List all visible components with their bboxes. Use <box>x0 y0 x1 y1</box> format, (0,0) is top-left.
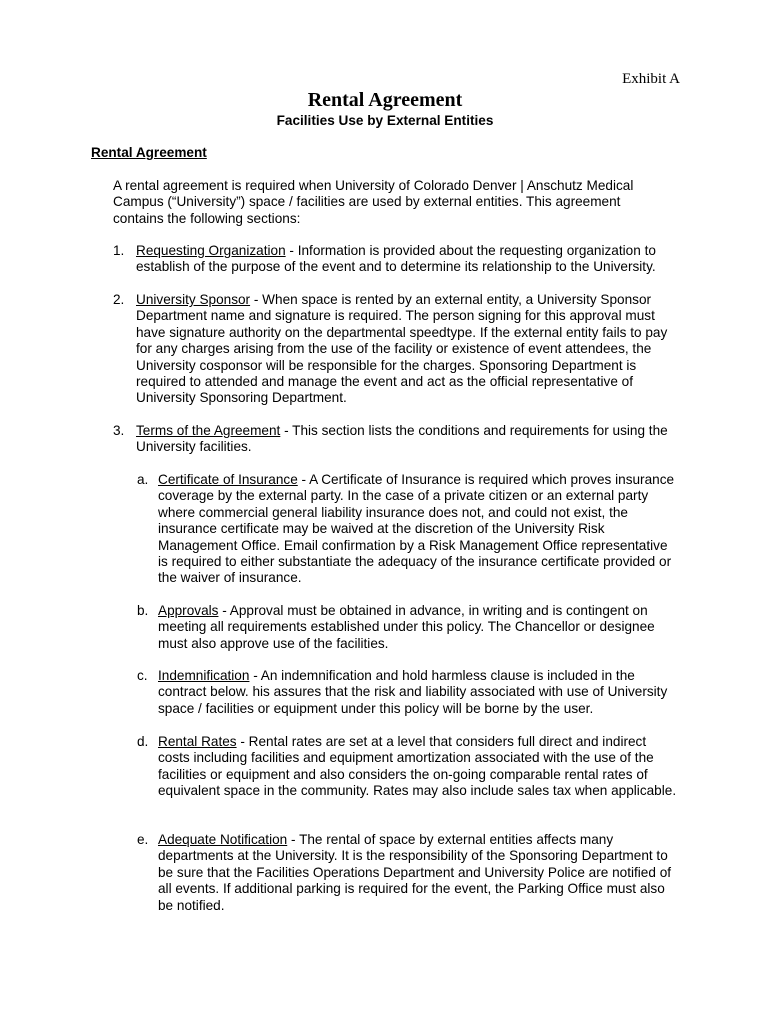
item-text: - Information is provided about the requesting organization to establish of the purpose of the event and to determine its relationship to the University. <box>136 243 656 275</box>
item-number: 1. <box>113 243 125 258</box>
numbered-item-requesting-organization <box>113 243 678 276</box>
subitem-body <box>158 734 677 800</box>
subitem-letter: c. <box>137 668 148 683</box>
subitem-letter: e. <box>137 832 149 847</box>
item-number: 3. <box>113 423 125 438</box>
subitem-adequate-notification <box>137 832 677 914</box>
subitem-letter: a. <box>137 472 149 487</box>
subitem-body <box>158 603 677 652</box>
subitem-term: Approvals <box>158 603 219 618</box>
item-number: 2. <box>113 292 125 307</box>
subitem-letter: d. <box>137 734 149 749</box>
exhibit-label: Exhibit A <box>622 71 680 87</box>
item-text: - When space is rented by an external entity, a University Sponsor Department name and signature is required. The person signing for this approval must have signature authority on the departmental speedtype. If the external entity fails to pay for any charges arising from the use of the facility or existence of event attendees, the University cosponsor will be responsible for the charges. Sponsoring Department is required to attended and manage the event and act as the official representative of University Sponsoring Department. <box>136 292 668 406</box>
subitem-term: Indemnification <box>158 668 250 683</box>
item-text: - This section lists the conditions and requirements for using the University facilities. <box>136 423 668 455</box>
subitem-certificate-of-insurance <box>137 472 677 587</box>
subitem-term: Certificate of Insurance <box>158 472 298 487</box>
section-heading: Rental Agreement <box>91 145 207 160</box>
subitem-indemnification <box>137 668 677 717</box>
subitem-rental-rates <box>137 734 677 800</box>
subitem-text: - A Certificate of Insurance is required which proves insurance coverage by the external party. In the case of a private citizen or an external party where commercial general liability insurance does not, and could not exist, the insurance certificate may be waived at the discretion of the University Risk Management Office. Email confirmation by a Risk Management Office representative is required to either substantiate the adequacy of the insurance certificate provided or the waiver of insurance. <box>158 472 675 586</box>
document-subtitle: Facilities Use by External Entities <box>276 113 494 128</box>
item-body <box>136 292 678 407</box>
item-body <box>136 243 678 276</box>
item-body <box>136 423 678 456</box>
subitem-term: Adequate Notification <box>158 832 288 847</box>
subitem-text: - An indemnification and hold harmless clause is included in the contract below. his assures that the risk and liability associated with use of University space / facilities or equipment under this policy will be borne by the user. <box>158 668 668 716</box>
item-term: University Sponsor <box>136 292 251 307</box>
subitem-body <box>158 668 677 717</box>
subitem-body <box>158 472 677 587</box>
intro-paragraph: A rental agreement is required when University of Colorado Denver | Anschutz Medical Campus (“University”) space / facilities are used by external entities. This agreement contains the following sections: <box>113 178 634 226</box>
item-term: Terms of the Agreement <box>136 423 281 438</box>
item-term: Requesting Organization <box>136 243 286 258</box>
numbered-item-university-sponsor <box>113 292 678 407</box>
subitem-text: - Approval must be obtained in advance, in writing and is contingent on meeting all requirements established under this policy. The Chancellor or designee must also approve use of the facilities. <box>158 603 655 651</box>
subitem-text: - Rental rates are set at a level that considers full direct and indirect costs including facilities and equipment amortization associated with the use of the facilities or equipment and also considers the on-going comparable rental rates of equivalent space in the community. Rates may also include sales tax when applicable. <box>158 734 677 799</box>
numbered-item-terms-of-agreement <box>113 423 678 456</box>
subitem-body <box>158 832 677 914</box>
subitem-letter: b. <box>137 603 149 618</box>
subitem-approvals <box>137 603 677 652</box>
subitem-term: Rental Rates <box>158 734 237 749</box>
document-title: Rental Agreement <box>307 89 463 111</box>
subitem-text: - The rental of space by external entities affects many departments at the University. It is the responsibility of the Sponsoring Department to be sure that the Facilities Operations Department and University Police are notified of all events. If additional parking is required for the event, the Parking Office must also be notified. <box>158 832 672 913</box>
